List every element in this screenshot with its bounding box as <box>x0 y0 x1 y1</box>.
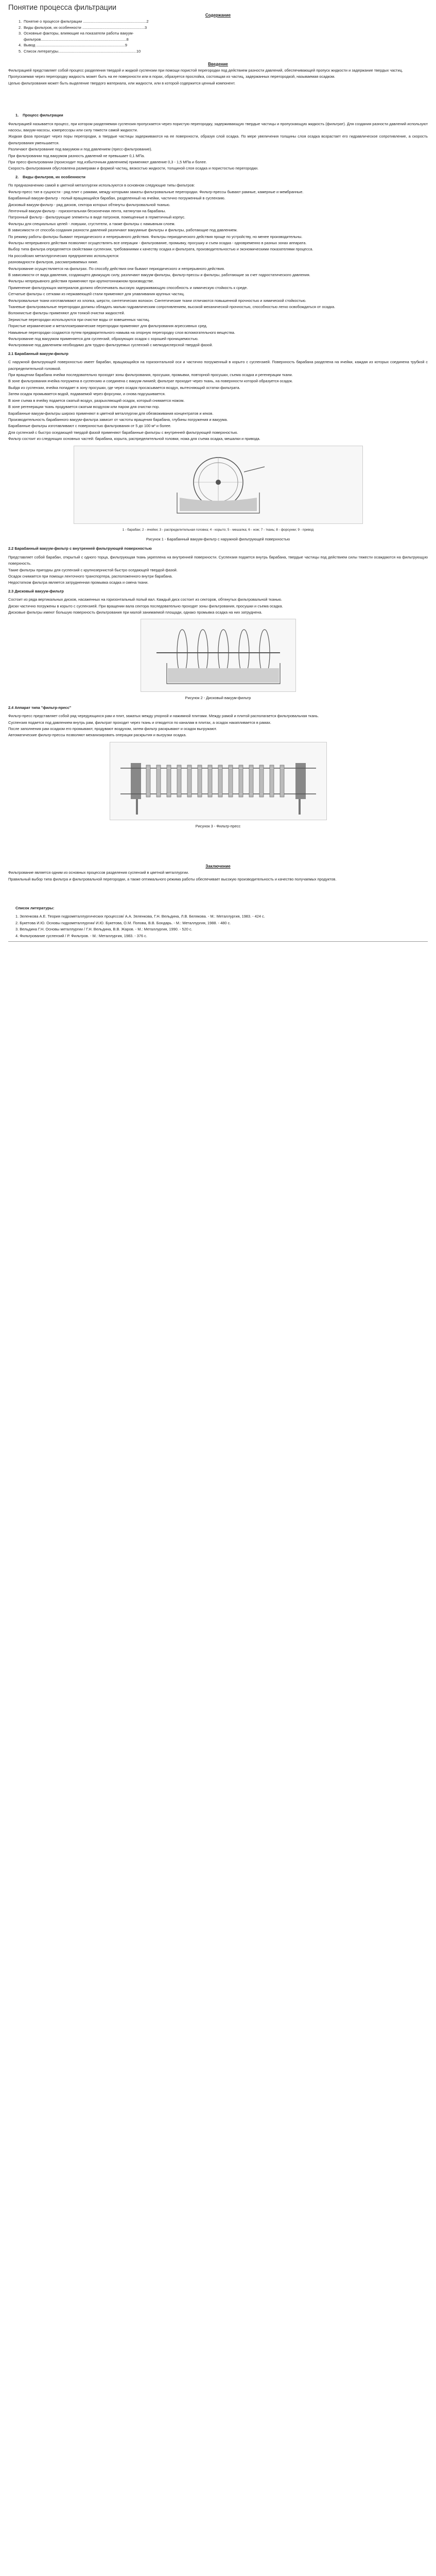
section-2-4-paragraphs <box>8 713 428 739</box>
toc-item-label: Виды фильтров, их особенности ...........................................................3 <box>24 25 147 30</box>
section-1-paragraph: Фильтрацией называется процесс, при котором разделяемая суспензия пропускается через пористую перегородку, задерживающую твердые частицы и пропускающую жидкость (фильтрат). Для создания разности давлений используют насосы, вакуум-насосы, компрессоры или силу тяжести самой жидкости. <box>8 121 428 133</box>
section-2-1 <box>8 351 428 443</box>
section-2-paragraph: Намывные перегородки создаются путем предварительного намыва на опорную перегородку слоя вспомогательного вещества. <box>8 330 235 335</box>
toc-item-number: 3. <box>19 31 22 36</box>
section-2-2-paragraph: Представляет собой барабан, открытый с одного торца, фильтрующая ткань укреплена на внутренней поверхности. Суспензия подается внутрь барабана, твердые частицы под действием силы тяжести осаждаются на фильтрующую поверхность. <box>8 554 428 566</box>
references-list <box>8 913 428 939</box>
section-1-paragraph: Различают фильтрование под вакуумом и под давлением (пресс-фильтрование). <box>8 147 152 152</box>
toc-section <box>8 12 428 54</box>
filter-press-figure <box>110 742 327 820</box>
section-2-2-paragraph: Такие фильтры пригодны для суспензий с крупнозернистой быстро оседающей твердой фазой. <box>8 567 178 572</box>
section-2-1-title: 2.1 Барабанный вакуум-фильтр <box>8 351 68 356</box>
toc-item-number: 5. <box>19 48 22 54</box>
section-2-paragraph: Зернистые перегородки используются при очистке воды от взвешенных частиц. <box>8 317 150 322</box>
drum-filter-figure <box>74 446 363 524</box>
section-2-paragraph: Фильтровальные ткани изготавливают из хлопка, шерсти, синтетических волокон. Синтетические ткани отличаются повышенной прочностью и химической стойкостью. <box>8 298 306 303</box>
section-2-4-paragraph: Суспензия подается под давлением внутрь рам, фильтрат проходит через ткань и отводится по каналам в плитах, а осадок накапливается в рамах. <box>8 720 271 725</box>
section-2-3-paragraph: Диски частично погружены в корыто с суспензией. При вращении вала сектора последовательно проходят зоны фильтрования, просушки и съема осадка. <box>8 603 283 608</box>
section-2-paragraph: Патронный фильтр - фильтрующие элементы в виде патронов, помещенные в герметичный корпус. <box>8 215 186 220</box>
section-2-1-paragraph: В зоне регенерации ткань продувается сжатым воздухом или паром для очистки пор. <box>8 404 160 410</box>
section-2-paragraph: Фильтры для специальных целей - ловушки, сгустители, а также фильтры с намывным слоем. <box>8 221 176 226</box>
section-2-4 <box>8 705 428 739</box>
page-title: Понятие процесса фильтрации <box>8 4 117 12</box>
section-2-1-paragraph: Барабанные фильтры изготавливают с поверхностью фильтрования от 5 до 100 м² и более. <box>8 423 171 429</box>
figure-1 <box>8 446 428 543</box>
section-1 <box>8 112 428 172</box>
section-1-number: 1. <box>15 113 19 118</box>
section-2-2-title: 2.2 Барабанный вакуум-фильтр с внутренней фильтрующей поверхностью <box>8 546 152 551</box>
section-1-paragraph: При фильтровании под вакуумом разность давлений не превышает 0,1 МПа. <box>8 153 145 158</box>
section-2-3-paragraphs <box>8 597 428 616</box>
section-2-paragraph: Тканевые фильтровальные перегородки должны обладать малым гидравлическим сопротивлением, высокой механической прочностью, способностью легко освобождаться от осадка. <box>8 304 336 309</box>
toc-list <box>8 19 428 54</box>
reference-item: 1. Зеленкова А.Е. Теория гидрометаллургических процессов/ А.А. Зеленкова, Г.Н. Вельдина, Л.В. Белякова. - М.: Металлургия, 1983. - 424 с. <box>15 914 265 919</box>
reference-item: 3. Вельдина Г.Н. Основы металлургии / Г.Н. Вельдина, В.В. Жаров. - М.: Металлургия, 1990. - 520 с. <box>15 927 193 932</box>
section-2-paragraph: Пористые керамические и металлокерамические перегородки применяют для фильтрования агрессивных сред. <box>8 324 207 329</box>
reference-item: 4. Фильтрование суспензий / Р. Фильтров. - М.: Металлургия, 1983. - 376 с. <box>15 933 147 938</box>
figure-3 <box>8 742 428 829</box>
section-2-paragraph: В зависимости от вида давления, создающего движущую силу, различают вакуум-фильтры, фильтр-прессы и фильтры, работающие за счет гидростатического давления. <box>8 272 310 277</box>
toc-item-label: Понятие о процессе фильтрации ............................................................2 <box>24 19 149 24</box>
section-2-paragraph: Фильтрование под давлением необходимо для трудно фильтруемых суспензий с мелкодисперсной твердой фазой. <box>8 343 213 348</box>
section-1-paragraph: Скорость фильтрования обусловлена размерами и формой частиц, вязкостью жидкости, толщиной слоя осадка и пористостью перегородки. <box>8 166 259 171</box>
toc-item-label: Основные факторы, влияющие на показатели работы вакуум- фильтров.................................................................................8 <box>24 31 134 42</box>
section-2-1-paragraph: Выйдя из суспензии, ячейка попадает в зону просушки, где через осадок просасывается воздух, вытесняющий остатки фильтрата. <box>8 385 240 390</box>
section-2-1-paragraph: Производительность барабанного вакуум-фильтра зависит от частоты вращения барабана, глубины погружения и вакуума. <box>8 417 228 422</box>
conclusion-paragraph: Фильтрование является одним из основных процессов разделения суспензий в цветной металлургии. <box>8 870 189 875</box>
references-section <box>8 905 428 942</box>
section-2-1-paragraph: При вращении барабана ячейки последовательно проходят зоны фильтрования, просушки, промывки, повторной просушки, съема осадка и регенерации ткани. <box>8 372 293 378</box>
section-2-paragraphs <box>8 182 428 349</box>
section-2-paragraph: Ленточный вакуум-фильтр - горизонтальная бесконечная лента, натянутая на барабаны. <box>8 208 166 213</box>
figure-2 <box>8 619 428 701</box>
toc-item[interactable] <box>19 19 428 25</box>
section-2-paragraph: В зависимости от способа создания разности давлений различают вакуумные фильтры и фильтры, работающие под давлением. <box>8 228 238 233</box>
section-2-1-paragraph: В зоне фильтрования ячейка погружена в суспензию и соединена с вакуум-линией; фильтрат проходит через ткань, на поверхности которой образуется осадок. <box>8 379 293 384</box>
section-1-paragraphs <box>8 121 428 172</box>
conclusion-paragraph: Правильный выбор типа фильтра и фильтровальной перегородки, а также оптимального режима работы обеспечивает высокую производительность и качество получаемых продуктов. <box>8 876 337 882</box>
section-2-4-paragraph: Автоматические фильтр-прессы позволяют механизировать операции раскрытия и выгрузки осадка. <box>8 733 187 738</box>
conclusion-heading: Заключение <box>205 864 231 869</box>
section-2-1-paragraph: Затем осадок промывается водой, подаваемой через форсунки, и снова подсушивается. <box>8 392 166 397</box>
toc-item-number: 1. <box>19 19 22 24</box>
intro-section <box>8 61 428 87</box>
section-1-heading <box>8 112 428 118</box>
section-2-paragraph: Фильтрование под вакуумом применяется для суспензий, образующих осадок с хорошей проницаемостью. <box>8 336 199 342</box>
section-2-paragraph: Фильтры непрерывного действия применяют при крупнотоннажном производстве. <box>8 279 154 284</box>
toc-heading: Содержание <box>205 13 231 18</box>
section-2-1-paragraph: С наружной фильтрующей поверхностью имеет барабан, вращающийся на горизонтальной оси и частично погруженный в корыто с суспензией. Поверхность барабана разделена на ячейки, каждая из которых соединена трубкой с распределительной головкой. <box>8 360 428 371</box>
section-2-1-paragraph: Для суспензий с быстро оседающей твердой фазой применяют барабанные фильтры с внутренней фильтрующей поверхностью. <box>8 430 238 435</box>
toc-item-number: 4. <box>19 43 22 47</box>
conclusion-section <box>8 863 428 883</box>
section-2-1-paragraph: В зоне съема в ячейку подается сжатый воздух, разрыхляющий осадок, который снимается ножом. <box>8 398 185 403</box>
section-2-paragraph: Выбор типа фильтра определяется свойствами суспензии, требованиями к качеству осадка и фильтрата, производительностью и экономическими показателями процесса. <box>8 247 313 252</box>
section-2-3 <box>8 588 428 616</box>
section-2-2-paragraphs <box>8 554 428 586</box>
section-2-heading <box>8 174 428 180</box>
section-2-paragraph: Применение фильтрующих материалов должно обеспечивать высокую задерживающую способность и химическую стойкость к среде. <box>8 285 248 290</box>
section-2-paragraph: Барабанный вакуум-фильтр - полый вращающийся барабан, разделенный на ячейки, частично погруженный в суспензию. <box>8 196 225 201</box>
toc-item-label: Список литературы..........................................................................10 <box>24 48 141 54</box>
section-2-4-paragraph: После заполнения рам осадком его промывают, продувают воздухом, затем фильтр раскрывают и осадок выгружают. <box>8 726 217 732</box>
section-1-paragraph: Жидкая фаза проходит через поры перегородки, а твердые частицы задерживаются на ее поверхности, образуя слой осадка. По мере увеличения толщины слоя осадка возрастает его гидравлическое сопротивление, а скорость фильтрования уменьшается. <box>8 134 428 145</box>
reference-item: 2. Букетова И.Ю. Основы гидрометаллургии/ И.Ю. Букетова, О.М. Попова, В.В. Бондарь. - М.: Металлургия, 1988. - 480 с. <box>15 920 231 925</box>
section-2-paragraph: Фильтры непрерывного действия позволяют осуществлять все операции - фильтрование, промывку, просушку и съем осадка - одновременно в разных зонах аппарата. <box>8 240 307 245</box>
section-2-paragraph: Дисковый вакуум-фильтр - ряд дисков, сектора которых обтянуты фильтровальной тканью. <box>8 202 170 207</box>
toc-item[interactable] <box>19 25 428 31</box>
section-2-paragraph: Фильтрование осуществляется на фильтрах. По способу действия они бывают периодического и непрерывного действия. <box>8 266 225 271</box>
toc-item[interactable] <box>19 42 428 48</box>
bottom-divider <box>8 941 428 942</box>
toc-item[interactable] <box>19 48 428 55</box>
intro-paragraph: Целью фильтрования может быть выделение твердого материала, или жидкости, или в которой содержится ценный компонент. <box>8 80 236 86</box>
figure-2-caption: Рисунок 2 - Дисковый вакуум-фильтр <box>185 696 251 701</box>
section-2-paragraph: По предназначению самой в цветной металлургии используются в основном следующие типы фильтров: <box>8 183 195 188</box>
section-2-paragraph: Сетчатые фильтры с сетками из нержавеющей стали применяют для улавливания крупных частиц. <box>8 292 185 297</box>
toc-item-number: 2. <box>19 25 22 30</box>
section-2-2-paragraph: Осадок снимается при помощи ленточного транспортера, расположенного внутри барабана. <box>8 573 173 579</box>
section-2-paragraph: разновидности фильтров, рассматриваемых ниже. <box>8 260 98 265</box>
section-2-paragraph: По режиму работы фильтры бывают периодического и непрерывного действия. Фильтры периодического действия проще по устройству, но менее производительны. <box>8 234 303 239</box>
intro-paragraph: Пропускаемая через перегородку жидкость может быть на ее поверхности или в порах, образуется прослойка, состоящая из частиц, задержанных перегородкой, называемая осадком. <box>8 74 336 79</box>
section-1-paragraph: При пресс-фильтровании (происходит под избыточным давлением) применяют давление 0,3 - 1,5 МПа и более. <box>8 160 207 165</box>
intro-heading: Введение <box>208 62 228 66</box>
figure-1-legend: 1 - барабан; 2 - ячейки; 3 - распределительная головка; 4 - корыто; 5 - мешалка; 6 - нож; 7 - ткань; 8 - форсунки; 9 - привод <box>122 528 314 532</box>
figure-3-caption: Рисунок 3 - Фильтр-пресс <box>195 823 241 828</box>
section-2-3-title: 2.3 Дисковый вакуум-фильтр <box>8 588 64 594</box>
section-2-4-paragraph: Фильтр-пресс представляет собой ряд чередующихся рам и плит, зажатых между упорной и нажимной плитами. Между рамой и плитой располагается фильтровальная ткань. <box>8 714 319 719</box>
section-2-2-paragraph: Недостатком фильтра является затрудненная промывка осадка и смена ткани. <box>8 580 149 585</box>
section-2-1-paragraphs <box>8 359 428 442</box>
section-2 <box>8 174 428 349</box>
toc-item-label: Вывод ....................................................................................9 <box>24 43 127 47</box>
document-page <box>0 0 436 962</box>
section-2-paragraph: На российских металлургических предприятиях используются: <box>8 253 119 258</box>
section-2-number: 2. <box>15 174 19 179</box>
section-1-title: Процесс фильтрации <box>23 113 63 118</box>
conclusion-paragraphs <box>8 870 428 883</box>
section-2-paragraph: Фильтр-пресс тип в сущности - ряд плит с рамами, между которыми зажаты фильтровальные перегородки. Фильтр-прессы бывают рамные, камерные и мембранные. <box>8 189 304 194</box>
section-2-1-paragraph: Фильтр состоит из следующих основных частей: барабана, корыта, распределительной головки, ножа для съема осадка, мешалки и привода. <box>8 436 260 442</box>
intro-paragraph: Фильтрацией представляет собой процесс разделения твердой и жидкой суспензии при помощи пористой перегородки под действием разности давлений, обеспечивающей пропуск жидкости и задержание твердых частиц. <box>8 68 403 73</box>
section-2-4-title: 2.4 Аппарат типа "фильтр-пресс" <box>8 705 72 710</box>
section-2-paragraph: Волокнистые фильтры применяют для тонкой очистки жидкостей. <box>8 311 125 316</box>
section-2-3-paragraph: Дисковые фильтры имеют большую поверхность фильтрования при малой занимаемой площади, однако промывка осадка на них затруднена. <box>8 610 263 615</box>
references-heading: Список литературы: <box>15 906 55 911</box>
section-2-title: Виды фильтров, их особенности <box>23 174 85 179</box>
figure-1-caption: Рисунок 1 - Барабанный вакуум-фильтр с наружной фильтрующей поверхностью <box>146 536 290 541</box>
section-2-3-paragraph: Состоит из ряда вертикальных дисков, насаженных на горизонтальный полый вал. Каждый диск состоит из секторов, обтянутых фильтровальной тканью. <box>8 597 282 602</box>
disc-filter-figure <box>141 619 296 692</box>
section-2-2 <box>8 546 428 586</box>
intro-paragraphs <box>8 67 428 87</box>
section-2-1-paragraph: Барабанные вакуум-фильтры широко применяют в цветной металлургии для обезвоживания концентратов и кеков. <box>8 411 214 416</box>
toc-item[interactable] <box>19 30 428 42</box>
